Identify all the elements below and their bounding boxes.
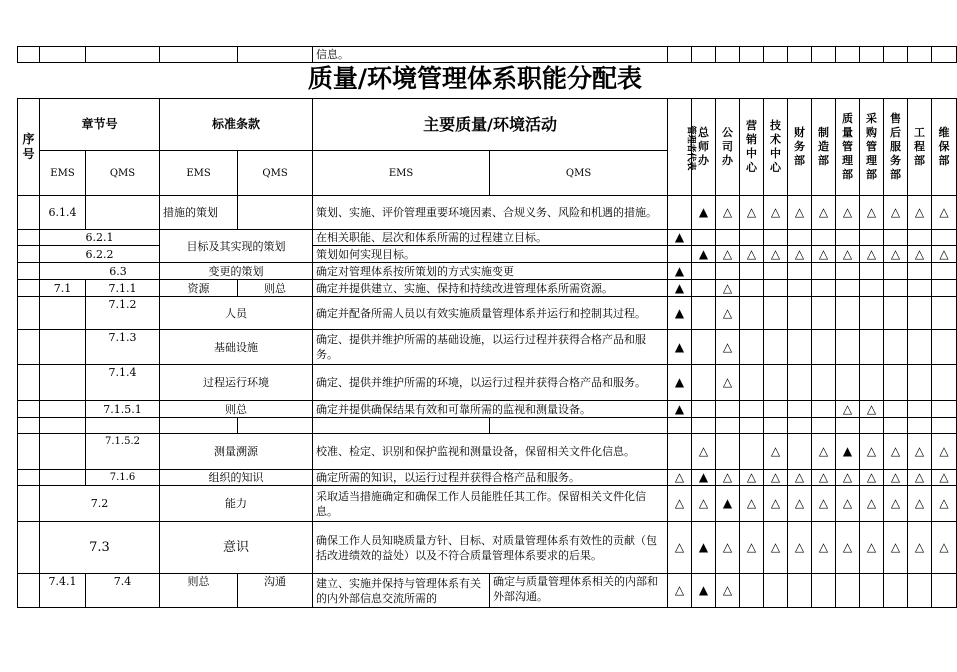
row-mark: △ — [812, 470, 836, 486]
header-dept-9: 工程部 — [908, 99, 932, 196]
row-mark — [668, 434, 692, 470]
table-row — [18, 246, 957, 263]
table-row — [18, 401, 957, 418]
row-mark: △ — [932, 196, 957, 230]
row-mark — [812, 401, 836, 418]
row-mark: △ — [764, 246, 788, 263]
row-mark: △ — [692, 486, 716, 522]
header-dept-2: 营销中心 — [740, 99, 764, 196]
row-mark — [740, 365, 764, 401]
row-mark — [884, 330, 908, 365]
row-standard: 过程运行环境 — [160, 365, 313, 401]
row-mark: ▲ — [692, 246, 716, 263]
row-mark: △ — [716, 522, 740, 574]
row-mark — [692, 297, 716, 330]
row-standard: 则总 — [160, 401, 313, 418]
row-mark — [764, 263, 788, 280]
row-mark: △ — [812, 246, 836, 263]
row-mark — [812, 365, 836, 401]
row-mark: ▲ — [668, 280, 692, 297]
row-mark: △ — [740, 196, 764, 230]
row-mark: △ — [812, 522, 836, 574]
row-mark — [788, 280, 812, 297]
header-activity: 主要质量/环境活动 — [313, 99, 668, 151]
row-mark: ▲ — [716, 486, 740, 522]
row-mark: △ — [812, 196, 836, 230]
function-allocation-table — [17, 98, 957, 608]
row-chapter-qms: 7.4 — [86, 574, 160, 608]
row-mark — [908, 230, 932, 246]
row-mark: △ — [860, 196, 884, 230]
row-mark — [932, 330, 957, 365]
row-mark — [764, 280, 788, 297]
header-dept-3: 技术中心 — [764, 99, 788, 196]
row-mark — [884, 297, 908, 330]
row-activity: 在相关职能、层次和体系所需的过程建立目标。 — [313, 230, 668, 246]
row-mark — [908, 297, 932, 330]
row-chapter-qms: 7.1.4 — [86, 365, 160, 401]
row-mark: △ — [908, 434, 932, 470]
row-chapter-qms: 7.1.3 — [86, 330, 160, 365]
table-row — [18, 330, 957, 365]
row-mark: ▲ — [668, 330, 692, 365]
row-standard: 组织的知识 — [160, 470, 313, 486]
header-dept-7: 采购管理部 — [860, 99, 884, 196]
row-mark — [884, 280, 908, 297]
row-mark — [812, 263, 836, 280]
row-mark: △ — [788, 522, 812, 574]
row-mark: ▲ — [668, 297, 692, 330]
row-mark — [764, 574, 788, 608]
row-mark — [788, 330, 812, 365]
row-mark — [692, 280, 716, 297]
row-mark: △ — [884, 434, 908, 470]
row-mark — [884, 230, 908, 246]
row-mark: △ — [740, 470, 764, 486]
table-row — [18, 522, 957, 574]
row-activity-ems: 建立、实施并保持与管理体系有关的内外部信息交流所需的 — [313, 574, 490, 608]
header-chapter: 章节号 — [40, 99, 160, 151]
row-mark — [908, 263, 932, 280]
header-dept-5: 制造部 — [812, 99, 836, 196]
row-mark — [740, 401, 764, 418]
row-mark — [692, 230, 716, 246]
row-chapter-ems: 7.4.1 — [40, 574, 86, 608]
row-mark — [788, 401, 812, 418]
row-mark: △ — [884, 486, 908, 522]
row-mark: △ — [740, 486, 764, 522]
row-activity: 确定、提供并维护所需的基础设施，以运行过程并获得合格产品和服务。 — [313, 330, 668, 365]
row-mark — [884, 401, 908, 418]
header-standard-qms: QMS — [238, 151, 313, 196]
row-mark: △ — [668, 574, 692, 608]
row-mark: △ — [932, 246, 957, 263]
table-row — [18, 297, 957, 330]
row-standard: 措施的策划 — [160, 196, 238, 230]
row-mark — [836, 263, 860, 280]
row-chapter: 7.2 — [40, 486, 160, 522]
row-mark — [740, 297, 764, 330]
row-mark: △ — [788, 470, 812, 486]
row-mark: △ — [860, 486, 884, 522]
row-mark: △ — [836, 486, 860, 522]
table-row — [18, 470, 957, 486]
row-mark — [860, 574, 884, 608]
row-mark — [812, 330, 836, 365]
row-chapter-qms: 7.1.5.1 — [86, 401, 160, 418]
row-activity: 确保工作人员知晓质量方针、目标、对质量管理体系有效性的贡献（包括改进绩效的益处）以及不符合质量管理体系要求的后果。 — [313, 522, 668, 574]
row-mark — [788, 434, 812, 470]
row-chapter: 6.2.2 — [40, 246, 160, 263]
row-mark: △ — [884, 246, 908, 263]
header-dept-0: 总师办 — [692, 99, 716, 196]
header-standard: 标准条款 — [160, 99, 313, 151]
header-activity-ems: EMS — [313, 151, 490, 196]
row-mark: △ — [716, 470, 740, 486]
row-mark: ▲ — [692, 574, 716, 608]
row-mark — [812, 230, 836, 246]
row-mark — [764, 365, 788, 401]
row-mark — [716, 230, 740, 246]
row-chapter: 6.2.1 — [40, 230, 160, 246]
row-mark — [932, 574, 957, 608]
row-mark: ▲ — [692, 470, 716, 486]
empty-row — [18, 418, 957, 434]
row-mark — [740, 434, 764, 470]
row-mark: △ — [908, 470, 932, 486]
row-mark — [932, 280, 957, 297]
row-mark: ▲ — [692, 522, 716, 574]
row-mark: △ — [812, 486, 836, 522]
row-mark: △ — [860, 470, 884, 486]
row-standard-ems: 资源 — [160, 280, 238, 297]
row-chapter-qms: 7.1.1 — [86, 280, 160, 297]
header-dept-4: 财务部 — [788, 99, 812, 196]
row-chapter-qms: 7.1.6 — [86, 470, 160, 486]
row-mark — [692, 330, 716, 365]
row-mark: △ — [908, 522, 932, 574]
row-mark: △ — [692, 434, 716, 470]
row-mark: △ — [812, 434, 836, 470]
row-mark: ▲ — [836, 434, 860, 470]
row-mark: △ — [932, 434, 957, 470]
row-mark — [860, 365, 884, 401]
row-mark: ▲ — [668, 401, 692, 418]
row-mark — [716, 401, 740, 418]
row-mark — [668, 246, 692, 263]
row-mark — [812, 574, 836, 608]
header-standard-ems: EMS — [160, 151, 238, 196]
row-mark: △ — [668, 486, 692, 522]
row-mark — [812, 297, 836, 330]
row-mark — [908, 330, 932, 365]
row-mark: △ — [860, 246, 884, 263]
table-row — [18, 263, 957, 280]
row-mark: △ — [716, 196, 740, 230]
row-mark — [836, 230, 860, 246]
row-standard: 意识 — [160, 522, 313, 574]
row-mark: △ — [908, 196, 932, 230]
row-mark — [884, 365, 908, 401]
table-row — [18, 230, 957, 246]
row-mark: △ — [716, 297, 740, 330]
row-standard: 人员 — [160, 297, 313, 330]
row-activity: 确定并提供建立、实施、保持和持续改进管理体系所需资源。 — [313, 280, 668, 297]
row-activity-qms: 确定与质量管理体系相关的内部和外部沟通。 — [490, 574, 668, 608]
row-chapter-qms: 7.1.5.2 — [86, 434, 160, 470]
row-activity: 确定对管理体系按所策划的方式实施变更 — [313, 263, 668, 280]
table-row — [18, 365, 957, 401]
row-mark: △ — [788, 196, 812, 230]
page-title: 质量/环境管理体系职能分配表 — [307, 64, 643, 93]
row-mark: △ — [932, 522, 957, 574]
row-mark: ▲ — [668, 263, 692, 280]
table-row — [18, 574, 957, 608]
row-mark — [932, 401, 957, 418]
row-mark — [788, 230, 812, 246]
row-standard-ems: 则总 — [160, 574, 238, 608]
row-mark — [740, 280, 764, 297]
row-mark — [836, 280, 860, 297]
row-mark: △ — [788, 246, 812, 263]
row-mark: ▲ — [692, 196, 716, 230]
header-activity-qms: QMS — [490, 151, 668, 196]
row-mark — [908, 574, 932, 608]
row-mark — [692, 365, 716, 401]
row-mark: △ — [788, 486, 812, 522]
row-mark — [836, 365, 860, 401]
row-mark: △ — [668, 522, 692, 574]
row-mark — [932, 297, 957, 330]
table-row — [18, 280, 957, 297]
row-mark — [788, 297, 812, 330]
top-row-text: 信息。 — [313, 47, 668, 63]
row-mark: △ — [884, 470, 908, 486]
row-standard: 基础设施 — [160, 330, 313, 365]
row-mark — [860, 230, 884, 246]
row-standard: 目标及其实现的策划 — [160, 230, 313, 263]
header-management-rep: 管理者代表 — [668, 99, 692, 196]
row-activity: 确定并提供确保结果有效和可靠所需的监视和测量设备。 — [313, 401, 668, 418]
table-row — [18, 434, 957, 470]
row-mark: △ — [764, 522, 788, 574]
row-chapter-ems: 7.1 — [40, 280, 86, 297]
row-mark: △ — [836, 246, 860, 263]
row-mark: △ — [860, 401, 884, 418]
row-mark — [788, 365, 812, 401]
row-activity: 校准、检定、识别和保护监视和测量设备，保留相关文件化信息。 — [313, 434, 668, 470]
row-activity: 确定、提供并维护所需的环境，以运行过程并获得合格产品和服务。 — [313, 365, 668, 401]
row-mark — [884, 574, 908, 608]
row-mark: △ — [740, 246, 764, 263]
row-activity: 策划如何实现目标。 — [313, 246, 668, 263]
row-mark: △ — [860, 434, 884, 470]
row-mark — [740, 263, 764, 280]
row-mark: △ — [836, 470, 860, 486]
row-mark: △ — [740, 522, 764, 574]
header-dept-6: 质量管理部 — [836, 99, 860, 196]
row-mark: △ — [716, 280, 740, 297]
row-mark: △ — [932, 470, 957, 486]
row-mark: △ — [764, 196, 788, 230]
row-mark — [860, 297, 884, 330]
row-mark: ▲ — [668, 365, 692, 401]
row-mark — [836, 330, 860, 365]
row-activity: 确定并配备所需人员以有效实施质量管理体系并运行和控制其过程。 — [313, 297, 668, 330]
row-mark: △ — [908, 246, 932, 263]
row-mark — [740, 330, 764, 365]
row-standard-qms: 沟通 — [238, 574, 313, 608]
row-mark — [932, 263, 957, 280]
row-mark: △ — [764, 486, 788, 522]
row-mark — [764, 401, 788, 418]
row-mark — [836, 574, 860, 608]
row-mark: △ — [932, 486, 957, 522]
row-mark: △ — [764, 470, 788, 486]
row-chapter: 6.3 — [40, 263, 160, 280]
row-chapter-qms: 7.1.2 — [86, 297, 160, 330]
row-mark: △ — [668, 470, 692, 486]
row-mark — [764, 230, 788, 246]
row-mark — [908, 280, 932, 297]
header-chapter-ems: EMS — [40, 151, 86, 196]
header-seq: 序号 — [18, 99, 40, 196]
row-mark — [764, 330, 788, 365]
row-standard: 测量溯源 — [160, 434, 313, 470]
row-mark: △ — [884, 522, 908, 574]
row-mark — [692, 401, 716, 418]
table-row — [18, 196, 957, 230]
header-chapter-qms: QMS — [86, 151, 160, 196]
row-mark — [860, 280, 884, 297]
row-mark — [932, 365, 957, 401]
row-mark — [788, 574, 812, 608]
row-activity: 确定所需的知识，以运行过程并获得合格产品和服务。 — [313, 470, 668, 486]
row-mark — [860, 330, 884, 365]
row-mark — [836, 297, 860, 330]
row-mark: △ — [716, 246, 740, 263]
row-mark — [716, 434, 740, 470]
row-activity: 策划、实施、评价管理重要环境因素、合规义务、风险和机遇的措施。 — [313, 196, 668, 230]
row-mark — [932, 230, 957, 246]
row-mark: △ — [836, 401, 860, 418]
row-mark: △ — [860, 522, 884, 574]
header-dept-1: 公司办 — [716, 99, 740, 196]
row-chapter: 6.1.4 — [40, 196, 86, 230]
row-mark: ▲ — [668, 230, 692, 246]
row-standard: 能力 — [160, 486, 313, 522]
row-standard-qms: 则总 — [238, 280, 313, 297]
row-mark — [692, 263, 716, 280]
row-mark — [860, 263, 884, 280]
row-mark — [668, 196, 692, 230]
row-chapter: 7.3 — [40, 522, 160, 574]
row-mark: △ — [716, 365, 740, 401]
header-dept-8: 售后服务部 — [884, 99, 908, 196]
row-mark — [788, 263, 812, 280]
row-mark: △ — [716, 330, 740, 365]
row-mark: △ — [764, 434, 788, 470]
row-mark — [884, 263, 908, 280]
row-mark: △ — [836, 196, 860, 230]
row-mark — [764, 297, 788, 330]
row-activity: 采取适当措施确定和确保工作人员能胜任其工作。保留相关文件化信息。 — [313, 486, 668, 522]
row-mark — [740, 574, 764, 608]
row-mark: △ — [716, 574, 740, 608]
header-dept-10: 维保部 — [932, 99, 957, 196]
row-mark: △ — [908, 486, 932, 522]
row-mark — [740, 230, 764, 246]
row-mark — [812, 280, 836, 297]
table-row — [18, 486, 957, 522]
row-mark — [908, 365, 932, 401]
row-mark: △ — [884, 196, 908, 230]
row-mark — [716, 263, 740, 280]
row-mark — [908, 401, 932, 418]
row-standard: 变更的策划 — [160, 263, 313, 280]
row-mark: △ — [836, 522, 860, 574]
